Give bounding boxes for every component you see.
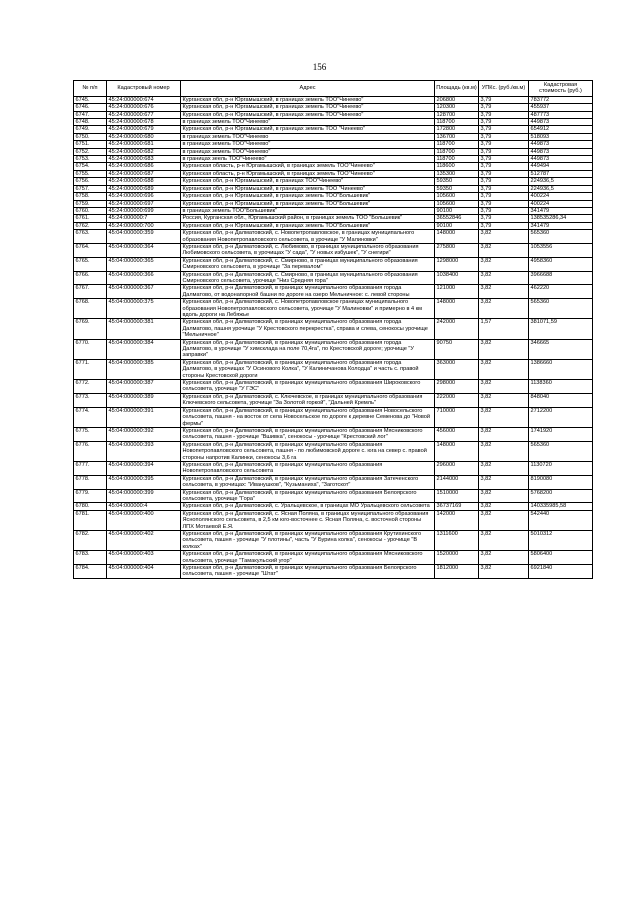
cell-row-number: 6752. (74, 148, 107, 155)
cell-cadastral-cost: 5010312 (529, 531, 593, 551)
cell-cadastral-cost: 1741920 (529, 427, 593, 441)
cell-upks: 3,82 (479, 531, 529, 551)
cell-row-number: 6764. (74, 243, 107, 257)
cell-cadastral-number: 45:24:000000:674 (107, 96, 181, 103)
cell-cadastral-cost: 1138360 (529, 380, 593, 394)
cell-cadastral-number: 45:04:000000:403 (107, 551, 181, 565)
cell-row-number: 6755. (74, 170, 107, 177)
cell-row-number: 6761. (74, 215, 107, 222)
cell-cadastral-number: 45:04:000000:4 (107, 503, 181, 510)
cell-row-number: 6773. (74, 393, 107, 407)
cell-upks: 3,82 (479, 257, 529, 271)
table-row (74, 503, 593, 510)
cell-row-number: 6775. (74, 427, 107, 441)
cell-cadastral-cost: 449873 (529, 119, 593, 126)
cell-cadastral-cost: 140335985,58 (529, 503, 593, 510)
cell-area: 222000 (435, 393, 479, 407)
cell-cadastral-cost: 400224 (529, 193, 593, 200)
cell-cadastral-cost: 400224 (529, 200, 593, 207)
cell-cadastral-cost: 449873 (529, 148, 593, 155)
table-row (74, 215, 593, 222)
cell-area: 296000 (435, 461, 479, 475)
cell-upks: 3,82 (479, 299, 529, 319)
cell-cadastral-number: 45:04:000000:366 (107, 271, 181, 285)
table-row (74, 285, 593, 299)
cell-cadastral-cost: 6921840 (529, 565, 593, 579)
cell-address: Курганская обл, р-н Юргамышский, в границах ТОО"Чинеево" (181, 178, 435, 185)
table-row (74, 170, 593, 177)
cell-cadastral-cost: 4958360 (529, 257, 593, 271)
cell-row-number: 6766. (74, 271, 107, 285)
header-address: Адрес (181, 81, 435, 97)
cell-address: Курганская обл, р-н Далматовский, в границах муниципального образования Новопетропавловского сельсовета, пашня - по любимовской дороге с. юга на север с. правой стороны напротив Калинки, сенокосы 3,6 га (181, 441, 435, 461)
cell-cadastral-number: 45:24:000000:696 (107, 193, 181, 200)
cell-row-number: 6770. (74, 339, 107, 359)
cell-upks: 3,79 (479, 156, 529, 163)
cell-cadastral-number: 45:04:000000:385 (107, 359, 181, 379)
cell-row-number: 6745. (74, 96, 107, 103)
cell-address: Курганская обл, р-н Юргамышский, в границах земель ТОО "Чинеево" (181, 126, 435, 133)
cell-cadastral-number: 45:04:000000:402 (107, 531, 181, 551)
cell-area: 275800 (435, 243, 479, 257)
cell-area: 121000 (435, 285, 479, 299)
cell-upks: 3,82 (479, 441, 529, 461)
cell-address: в границах земель ТОО"Чинеево" (181, 148, 435, 155)
table-row (74, 207, 593, 214)
cell-area: 105600 (435, 200, 479, 207)
cell-address: Курганская обл, р-н Юргамышский, в границах земель ТОО"Чинеево" (181, 111, 435, 118)
cell-cadastral-number: 45:24:000000:677 (107, 111, 181, 118)
table-row (74, 510, 593, 530)
cell-cadastral-number: 45:04:000000:400 (107, 510, 181, 530)
cell-row-number: 6758. (74, 193, 107, 200)
cell-area: 363000 (435, 359, 479, 379)
cell-area: 118700 (435, 156, 479, 163)
cell-cadastral-cost: 1130720 (529, 461, 593, 475)
cell-row-number: 6784. (74, 565, 107, 579)
cell-upks: 3,82 (479, 461, 529, 475)
cell-cadastral-number: 45:04:000000:387 (107, 380, 181, 394)
cell-area: 1510000 (435, 489, 479, 503)
cell-area: 118700 (435, 119, 479, 126)
cell-address: Курганская обл, р-н Далматовский, с. Новопетропавловское границах муниципального образования Новопетропавловского сельсовета, урочище "У Малиновки" и примерно в 4 км вдоль дороги на Лебяжье (181, 299, 435, 319)
cell-address: Курганская обл, р-н Далматовский, в границах муниципального образования Мясниковского сельсовета, урочище "Тамакульский угор" (181, 551, 435, 565)
cell-area: 118700 (435, 141, 479, 148)
cell-cadastral-number: 45:24:000000:7 (107, 215, 181, 222)
cell-upks: 3,79 (479, 96, 529, 103)
cell-area: 90100 (435, 207, 479, 214)
cell-area: 1038400 (435, 271, 479, 285)
cell-cadastral-number: 45:24:000000:683 (107, 156, 181, 163)
cell-upks: 3,79 (479, 163, 529, 170)
cell-address: Курганская обл, р-н Далматовский, с. Новопетропавловское, в границах муниципального образования Новопетропавловского сельсовета, в урочище "У Малиновки" (181, 230, 435, 244)
cell-row-number: 6759. (74, 200, 107, 207)
cell-upks: 3,79 (479, 170, 529, 177)
cell-area: 118600 (435, 163, 479, 170)
table-row (74, 565, 593, 579)
cell-cadastral-number: 45:04:000000:367 (107, 285, 181, 299)
cell-cadastral-number: 45:24:000000:687 (107, 170, 181, 177)
cell-upks: 3,79 (479, 126, 529, 133)
cell-upks: 3,82 (479, 230, 529, 244)
cell-cadastral-number: 45:24:000000:699 (107, 207, 181, 214)
cell-address: Курганская обл, р-н Юргамышский, в границах земель ТОО"Большевик" (181, 200, 435, 207)
cell-row-number: 6765. (74, 257, 107, 271)
cell-cadastral-cost: 449873 (529, 141, 593, 148)
cell-address: Курганская обл, р-н Далматовский, в границах муниципального образования Новосельского сельсовета, пашня - на восток от села Новосельское по дороге к деревне Семенова до "Новой фермы" (181, 407, 435, 427)
cell-cadastral-number: 45:24:000000:688 (107, 178, 181, 185)
cell-upks: 3,79 (479, 200, 529, 207)
cell-row-number: 6782. (74, 531, 107, 551)
cell-area: 105600 (435, 193, 479, 200)
table-row (74, 141, 593, 148)
cell-cadastral-cost: 138535286,34 (529, 215, 593, 222)
cell-address: в границах земель ТОО"Чинеево" (181, 141, 435, 148)
cell-area: 136700 (435, 133, 479, 140)
table-row (74, 319, 593, 339)
cell-upks: 3,79 (479, 141, 529, 148)
cell-cadastral-cost: 848040 (529, 393, 593, 407)
cell-cadastral-cost: 224936,5 (529, 185, 593, 192)
cell-row-number: 6778. (74, 475, 107, 489)
table-row (74, 156, 593, 163)
table-row (74, 200, 593, 207)
cell-upks: 3,79 (479, 133, 529, 140)
cell-cadastral-number: 45:04:000000:399 (107, 489, 181, 503)
header-cadastral-cost: Кадастровая стоимость (руб.) (529, 81, 593, 97)
cell-area: 148000 (435, 441, 479, 461)
cell-upks: 3,82 (479, 359, 529, 379)
cell-address: Курганская обл, р-н Далматовский, с. Смирново, в границах муниципального образования Смирновского сельсовета, урочище "Низ Средняя гора" (181, 271, 435, 285)
cell-area: 456000 (435, 427, 479, 441)
cell-area: 298000 (435, 380, 479, 394)
cell-row-number: 6747. (74, 111, 107, 118)
cell-cadastral-cost: 1053556 (529, 243, 593, 257)
cell-upks: 3,82 (479, 503, 529, 510)
cell-address: Курганская обл, р-н Далматовский, в границах муниципального образования Мясниковского сельсовета, пашня - урочище "Вшивка", сенокосы - урочище "Крестовский лог" (181, 427, 435, 441)
cell-address: в границах зеель ТОО"Чинеево" (181, 156, 435, 163)
cell-upks: 3,79 (479, 111, 529, 118)
cell-row-number: 6760. (74, 207, 107, 214)
table-row (74, 271, 593, 285)
cell-address: Курганская область, р-н Юргамышский, в границах земель ТОО"Чинеево" (181, 163, 435, 170)
table-row (74, 393, 593, 407)
table-row (74, 243, 593, 257)
cell-row-number: 6763. (74, 230, 107, 244)
table-row (74, 193, 593, 200)
cell-address: Курганская обл, р-н Юргамышский, в границах земель ТОО"Чинеево" (181, 96, 435, 103)
table-row (74, 299, 593, 319)
table-row (74, 475, 593, 489)
table-row (74, 489, 593, 503)
cell-upks: 3,82 (479, 489, 529, 503)
cell-area: 36737169 (435, 503, 479, 510)
table-row (74, 531, 593, 551)
cell-address: в границах земель ТОО"Чинеево" (181, 119, 435, 126)
cell-area: 1520000 (435, 551, 479, 565)
cell-cadastral-number: 45:24:000000:682 (107, 148, 181, 155)
cell-area: 135300 (435, 170, 479, 177)
header-cadastral-number: Кадастровый номер (107, 81, 181, 97)
cell-area: 1311600 (435, 531, 479, 551)
cell-upks: 3,79 (479, 207, 529, 214)
cell-address: Курганская обл, р-н Далматовский, в границах муниципального образования Крутихинского сельсовета, пашня - урочище "У плотины", часть "У Бурина колка", сенокосы - урочище "В колках" (181, 531, 435, 551)
table-row (74, 257, 593, 271)
cell-cadastral-cost: 542440 (529, 510, 593, 530)
cell-address: Курганская обл, р-н Юргамышский, в границах земель ТОО "Чинеево" (181, 185, 435, 192)
cell-area: 1298000 (435, 257, 479, 271)
cell-area: 2144000 (435, 475, 479, 489)
cell-upks: 3,79 (479, 178, 529, 185)
cell-upks: 3,82 (479, 285, 529, 299)
cell-area: 59350 (435, 178, 479, 185)
cell-cadastral-cost: 346665 (529, 339, 593, 359)
cell-cadastral-number: 45:24:000000:686 (107, 163, 181, 170)
cell-address: Курганская обл, р-н Далматовский, с. Уральцевское, в границах МО Уральцевского сельсовета (181, 503, 435, 510)
cell-address: в границах земель ТОО"Большевик" (181, 207, 435, 214)
cell-address: Курганская область, р-н Юргамышский, в границах земель ТОО"Чинеево" (181, 170, 435, 177)
cell-cadastral-cost: 512787 (529, 170, 593, 177)
cell-upks: 3,79 (479, 222, 529, 229)
cell-cadastral-cost: 5768200 (529, 489, 593, 503)
cell-cadastral-number: 45:04:000000:389 (107, 393, 181, 407)
cell-row-number: 6771. (74, 359, 107, 379)
cell-cadastral-number: 45:04:000000:395 (107, 475, 181, 489)
header-upks: УПКс. (руб./кв.м) (479, 81, 529, 97)
cell-area: 242000 (435, 319, 479, 339)
cell-address: Курганская обл, р-н Далматовский, в границах муниципального образования Широковского сельсовета, урочище "У ГЭС" (181, 380, 435, 394)
table-row (74, 185, 593, 192)
table-row (74, 230, 593, 244)
cell-cadastral-cost: 565360 (529, 299, 593, 319)
cell-cadastral-cost: 449873 (529, 156, 593, 163)
cell-cadastral-cost: 565360 (529, 441, 593, 461)
cell-row-number: 6750. (74, 133, 107, 140)
cell-upks: 3,79 (479, 215, 529, 222)
cell-address: Курганская обл, р-н Далматовский, в границах муниципального образования города Далматово, от водонапорной башни по дороге на озеро Мельничное: с. левой стороны (181, 285, 435, 299)
cell-address: Курганская обл, р-н Далматовский, в границах муниципального образования города Далматово, в урочищах "У Осинового Колка", "У Калиничанова Колодца" и часть с. правой стороны Крестовской дороги (181, 359, 435, 379)
cell-upks: 3,79 (479, 185, 529, 192)
cell-cadastral-cost: 487773 (529, 111, 593, 118)
cell-row-number: 6756. (74, 178, 107, 185)
cell-cadastral-cost: 2712200 (529, 407, 593, 427)
cell-cadastral-cost: 654912 (529, 126, 593, 133)
cell-row-number: 6772. (74, 380, 107, 394)
cell-cadastral-number: 45:24:000000:689 (107, 185, 181, 192)
cell-row-number: 6757. (74, 185, 107, 192)
cell-cadastral-number: 45:04:000000:391 (107, 407, 181, 427)
cell-cadastral-cost: 224936,5 (529, 178, 593, 185)
table-row (74, 380, 593, 394)
cell-row-number: 6781. (74, 510, 107, 530)
cell-cadastral-number: 45:04:000000:359 (107, 230, 181, 244)
cell-area: 172800 (435, 126, 479, 133)
cell-upks: 3,82 (479, 551, 529, 565)
cell-address: Курганская обл, р-н Далматовский, в границах муниципального образования Белоярского сельсовета, пашня - урочище "Штат" (181, 565, 435, 579)
cell-cadastral-number: 45:04:000000:381 (107, 319, 181, 339)
cell-address: Россия, Курганская обл., Юргамышский район, в границах земель ТОО "Большевик" (181, 215, 435, 222)
header-number: № п/п (74, 81, 107, 97)
cell-row-number: 6777. (74, 461, 107, 475)
cell-cadastral-cost: 1386660 (529, 359, 593, 379)
cell-upks: 3,79 (479, 119, 529, 126)
cell-cadastral-cost: 3966688 (529, 271, 593, 285)
cell-row-number: 6783. (74, 551, 107, 565)
table-row (74, 407, 593, 427)
table-row (74, 427, 593, 441)
cell-cadastral-cost: 8190080 (529, 475, 593, 489)
cell-cadastral-number: 45:24:000000:676 (107, 104, 181, 111)
table-row (74, 461, 593, 475)
cadastral-table (73, 80, 593, 579)
table-row (74, 339, 593, 359)
cell-address: Курганская обл, р-н Далматовский, в границах муниципального образования города Далматово, в урочище "У химсклада на поле 70,4га", по Крестовской дороге; урочище "У заправки" (181, 339, 435, 359)
page-number: 156 (312, 62, 327, 72)
cell-area: 206800 (435, 96, 479, 103)
cell-cadastral-number: 45:24:000000:700 (107, 222, 181, 229)
cell-cadastral-cost: 462220 (529, 285, 593, 299)
cell-row-number: 6751. (74, 141, 107, 148)
cell-cadastral-number: 45:04:000000:394 (107, 461, 181, 475)
cell-area: 710000 (435, 407, 479, 427)
cell-area: 90750 (435, 339, 479, 359)
table-header-row (74, 81, 593, 97)
cell-area: 148000 (435, 230, 479, 244)
cell-row-number: 6754. (74, 163, 107, 170)
cell-upks: 3,82 (479, 427, 529, 441)
cell-cadastral-number: 45:24:000000:681 (107, 141, 181, 148)
table-row (74, 178, 593, 185)
cell-address: Курганская обл, р-н Далматовский, с. Смирново, в границах муниципального образования Смирновского сельсовета, в урочище "За перевалом" (181, 257, 435, 271)
cell-area: 128700 (435, 111, 479, 118)
cell-area: 36552846 (435, 215, 479, 222)
cell-address: Курганская обл, р-н Далматовский, в границах муниципального образования города Далматово, пашня урочище "У Крестовского перекрестка", справа и слева, сенокосы урочище "Мельничное" (181, 319, 435, 339)
cell-cadastral-cost: 565360 (529, 230, 593, 244)
table-row (74, 163, 593, 170)
cell-address: Курганская обл, р-н Далматовский, в границах муниципального образования Затеченского сельсовета, в урочищах: "Иванушков", "Кузьманиха", "Заготскот" (181, 475, 435, 489)
cell-row-number: 6753. (74, 156, 107, 163)
table-row (74, 111, 593, 118)
cell-address: Курганская обл, р-н Далматовский, с. Ясная Поляна, в границах муниципального образования Яснополянского сельсовета, в 2,5 км юго-восточнее с. Ясная Поляна, с. восточной стороны ЛПХ Мотаевой Е.Я. (181, 510, 435, 530)
cell-upks: 1,57 (479, 319, 529, 339)
cell-cadastral-number: 45:04:000000:392 (107, 427, 181, 441)
table-row (74, 441, 593, 461)
cell-cadastral-number: 45:04:000000:384 (107, 339, 181, 359)
cell-area: 90100 (435, 222, 479, 229)
cell-row-number: 6774. (74, 407, 107, 427)
table-row (74, 359, 593, 379)
table-row (74, 551, 593, 565)
table-row (74, 222, 593, 229)
cell-cadastral-cost: 518093 (529, 133, 593, 140)
table-row (74, 96, 593, 103)
cell-upks: 3,82 (479, 475, 529, 489)
cell-cadastral-number: 45:24:000000:697 (107, 200, 181, 207)
table-row (74, 126, 593, 133)
cell-cadastral-cost: 449494 (529, 163, 593, 170)
cell-cadastral-number: 45:24:000000:679 (107, 126, 181, 133)
cell-area: 148000 (435, 299, 479, 319)
cell-area: 142000 (435, 510, 479, 530)
cell-cadastral-number: 45:04:000000:375 (107, 299, 181, 319)
header-area: Площадь (кв.м) (435, 81, 479, 97)
cell-row-number: 6769. (74, 319, 107, 339)
table-row (74, 119, 593, 126)
cell-cadastral-cost: 783772 (529, 96, 593, 103)
cell-upks: 3,79 (479, 104, 529, 111)
cell-row-number: 6746. (74, 104, 107, 111)
table-row (74, 133, 593, 140)
table-row (74, 148, 593, 155)
cell-upks: 3,79 (479, 148, 529, 155)
cell-upks: 3,82 (479, 339, 529, 359)
cell-cadastral-number: 45:04:000000:365 (107, 257, 181, 271)
cell-upks: 3,79 (479, 193, 529, 200)
cell-area: 120300 (435, 104, 479, 111)
cell-cadastral-cost: 455937 (529, 104, 593, 111)
cell-area: 59350 (435, 185, 479, 192)
cell-cadastral-cost: 5806400 (529, 551, 593, 565)
cell-row-number: 6768. (74, 299, 107, 319)
cell-cadastral-cost: 341479 (529, 222, 593, 229)
table-row (74, 104, 593, 111)
cell-cadastral-number: 45:04:000000:404 (107, 565, 181, 579)
cell-address: Курганская обл, р-н Далматовский, в границах муниципального образования Новопетропавловского сельсовета (181, 461, 435, 475)
cell-upks: 3,82 (479, 565, 529, 579)
cell-row-number: 6762. (74, 222, 107, 229)
cell-row-number: 6779. (74, 489, 107, 503)
cell-address: Курганская обл, р-н Юргамышский, в границах земель ТОО"Чинеево" (181, 104, 435, 111)
cell-cadastral-cost: 341479 (529, 207, 593, 214)
cell-address: Курганская обл, р-н Юргамышский, в границах земель ТОО"Большевик" (181, 222, 435, 229)
cell-cadastral-number: 45:04:000000:393 (107, 441, 181, 461)
cell-row-number: 6749. (74, 126, 107, 133)
cell-address: Курганская обл, р-н Далматовский, с. Ключевское, в границах муниципального образования Ключевского сельсовета, урочище "За Золотой горкой", "Дальней Кремль" (181, 393, 435, 407)
cell-row-number: 6767. (74, 285, 107, 299)
cell-cadastral-cost: 381071,59 (529, 319, 593, 339)
cell-address: Курганская обл, р-н Юргамышский, в границах земель ТОО"Большевик" (181, 193, 435, 200)
cell-cadastral-number: 45:04:000000:364 (107, 243, 181, 257)
cell-upks: 3,82 (479, 380, 529, 394)
cell-upks: 3,82 (479, 393, 529, 407)
cell-upks: 3,82 (479, 510, 529, 530)
cell-row-number: 6748. (74, 119, 107, 126)
cell-cadastral-number: 45:24:000000:678 (107, 119, 181, 126)
cell-upks: 3,82 (479, 271, 529, 285)
cell-address: Курганская обл, р-н Далматовский, с. Любимово, в границах муниципального образования Любимовского сельсовета, в урочищах "У сада", "У новых избушек", "У снегири" (181, 243, 435, 257)
cell-area: 1812000 (435, 565, 479, 579)
cell-upks: 3,82 (479, 407, 529, 427)
cell-address: в границах земель ТОО"Чинеево (181, 133, 435, 140)
cell-cadastral-number: 45:24:000000:680 (107, 133, 181, 140)
cell-row-number: 6780. (74, 503, 107, 510)
cell-row-number: 6776. (74, 441, 107, 461)
cell-address: Курганская обл, р-н Далматовский, в границах муниципального образования Белоярского сельсовета, урочище "Гора" (181, 489, 435, 503)
cell-upks: 3,82 (479, 243, 529, 257)
cell-area: 118700 (435, 148, 479, 155)
